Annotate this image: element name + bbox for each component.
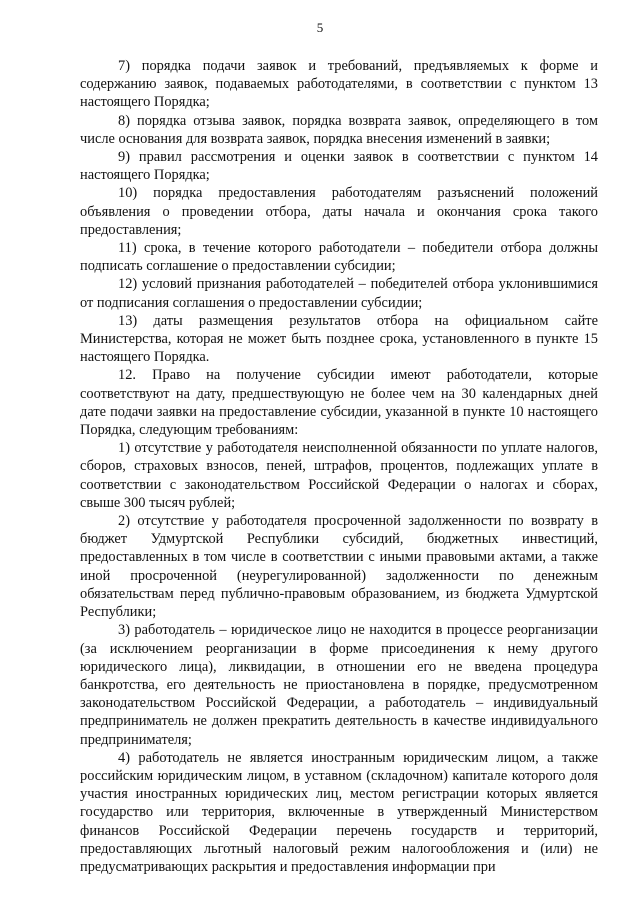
page-number: 5 [316, 20, 324, 35]
paragraph-requirement-3: 3) работодатель – юридическое лицо не находится в процессе реорганизации (за исключением реорганизации в форме присоединения к нему другого юридического лица), ликвидации, в отношении его не введена процедура банкротства, его деятельность не приостановлена в порядке, предусмотренном законодательством Российской Федерации, а работодатель – индивидуальный предприниматель не должен прекратить деятельность в качестве индивидуального предпринимателя; [80, 622, 598, 748]
paragraph-requirement-4: 4) работодатель не является иностранным юридическим лицом, а также российским юридическим лицом, в уставном (складочном) капитале которого доля участия иностранных юридических лиц, местом регистрации которых является государство или территория, включенные в утвержденный Министерством финансов Российской Федерации перечень государств и территорий, предоставляющих льготный налоговый режим налогообложения и (или) не предусматривающих раскрытия и предоставления информации при [80, 749, 598, 875]
paragraph-clause-12: 12. Право на получение субсидии имеют работодатели, которые соответствуют на дату, предшествующую не более чем на 30 календарных дней дате подачи заявки на предоставление субсидии, указанной в пункте 10 настоящего Порядка, следующим требованиям: [80, 367, 598, 439]
paragraph-item-13: 13) даты размещения результатов отбора на официальном сайте Министерства, которая не может быть позднее срока, установленного в пункте 15 настоящего Порядка. [80, 312, 598, 366]
paragraph-item-9: 9) правил рассмотрения и оценки заявок в соответствии с пунктом 14 настоящего Порядка; [80, 149, 598, 184]
document-body [80, 57, 598, 876]
paragraph-item-12: 12) условий признания работодателей – победителей отбора уклонившимися от подписания соглашения о предоставлении субсидии; [80, 276, 598, 311]
paragraph-requirement-2: 2) отсутствие у работодателя просроченной задолженности по возврату в бюджет Удмуртской Республики субсидий, бюджетных инвестиций, предоставленных в том числе в соответствии с иными правовыми актами, а также иной просроченной (неурегулированной) задолженности по денежным обязательствам перед публично-правовым образованием, из бюджета Удмуртской Республики; [80, 513, 598, 621]
paragraph-item-8: 8) порядка отзыва заявок, порядка возврата заявок, определяющего в том числе основания для возврата заявок, порядка внесения изменений в заявки; [80, 112, 598, 147]
paragraph-requirement-1: 1) отсутствие у работодателя неисполненной обязанности по уплате налогов, сборов, страховых взносов, пеней, штрафов, процентов, подлежащих уплате в соответствии с законодательством Российской Федерации о налогах и сборах, свыше 300 тысяч рублей; [80, 440, 598, 511]
paragraph-item-11: 11) срока, в течение которого работодатели – победители отбора должны подписать соглашение о предоставлении субсидии; [80, 240, 598, 275]
paragraph-item-10: 10) порядка предоставления работодателям разъяснений положений объявления о проведении отбора, даты начала и окончания срока такого предоставления; [80, 185, 598, 238]
paragraph-item-7: 7) порядка подачи заявок и требований, предъявляемых к форме и содержанию заявок, подаваемых работодателями, в соответствии с пунктом 13 настоящего Порядка; [80, 58, 598, 111]
